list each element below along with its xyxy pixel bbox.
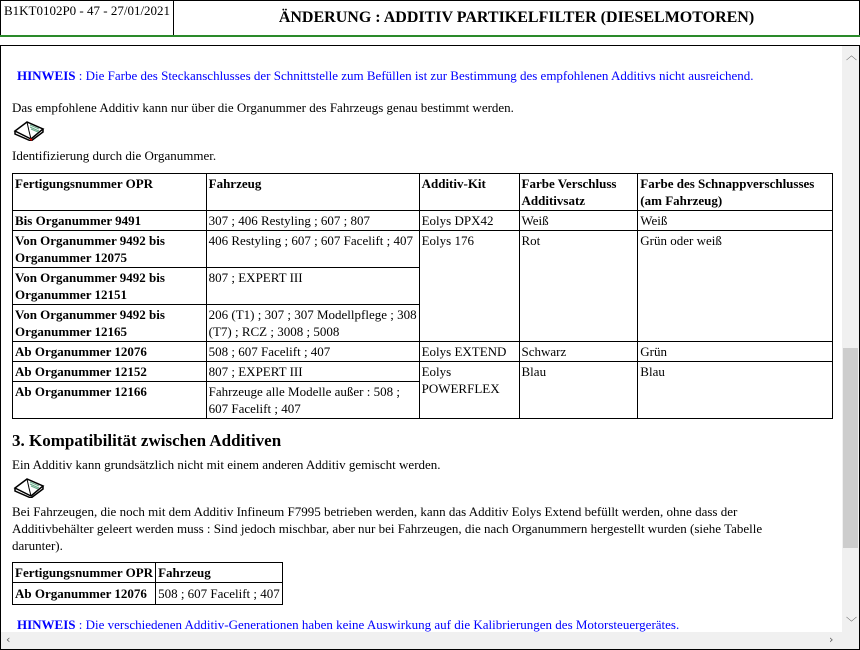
document-header xyxy=(0,0,860,36)
paragraph: Das empfohlene Additiv kann nur über die Organummer des Fahrzeugs genau bestimmt werden. xyxy=(12,100,514,115)
cell-clip-color: Grün xyxy=(638,342,833,362)
document-body xyxy=(1,46,842,632)
cell-vehicle: 206 (T1) ; 307 ; 307 Modellpflege ; 308 (T7) ; RCZ ; 3008 ; 5008 xyxy=(206,305,419,342)
open-book-icon xyxy=(13,119,45,141)
cell-vehicle: 307 ; 406 Restyling ; 607 ; 807 xyxy=(206,211,419,231)
table-row xyxy=(13,342,833,362)
cell-vehicle: 807 ; EXPERT III xyxy=(206,268,419,305)
column-header: Fahrzeug xyxy=(206,174,419,211)
vertical-scroll-thumb[interactable] xyxy=(843,348,858,548)
paragraph: Ein Additiv kann grundsätzlich nicht mit einem anderen Additiv gemischt werden. xyxy=(12,457,441,472)
cell-vehicle: Fahrzeuge alle Modelle außer : 508 ; 607 Facelift ; 407 xyxy=(206,382,419,419)
horizontal-scrollbar[interactable] xyxy=(1,632,859,649)
cell-opr: Ab Organummer 12152 xyxy=(13,362,207,382)
column-header: Farbe des Schnappverschlusses (am Fahrzeug) xyxy=(638,174,833,211)
scroll-right-icon[interactable]: › xyxy=(829,633,834,646)
content-frame xyxy=(0,45,860,650)
note-label: HINWEIS xyxy=(17,617,76,632)
cell-clip-color: Grün oder weiß xyxy=(638,231,833,342)
cell-vehicle: 807 ; EXPERT III xyxy=(206,362,419,382)
cell-opr: Ab Organummer 12076 xyxy=(13,342,207,362)
note-text: : Die verschiedenen Additiv-Generationen haben keine Auswirkung auf die Kalibrierungen des Motorsteuergerätes. xyxy=(75,617,680,632)
column-header: Fertigungsnummer OPR xyxy=(13,563,156,583)
additive-table xyxy=(12,173,833,419)
cell-opr: Von Organummer 9492 bis Organummer 12151 xyxy=(13,268,207,305)
table-header-row xyxy=(13,563,283,583)
paragraph: Identifizierung durch die Organummer. xyxy=(12,148,217,163)
note-hinweis-1 xyxy=(17,68,754,84)
paragraph: Bei Fahrzeugen, die noch mit dem Additiv Infineum F7995 betrieben werden, kann das Additiv Eolys Extend befüllt werden, ohne dass der Additivbehälter geleert werden muss : Sind jedoch mischbar, aber nur bei Fahrzeugen, die nach Organummern hergestellt wurden (siehe Tabelle darunter). xyxy=(12,504,763,553)
column-header: Fertigungsnummer OPR xyxy=(13,174,207,211)
column-header: Farbe Verschluss Additivsatz xyxy=(519,174,638,211)
header-divider xyxy=(0,35,860,37)
cell-opr: Ab Organummer 12076 xyxy=(13,583,156,605)
scroll-left-icon[interactable]: ‹ xyxy=(6,633,11,646)
compatibility-table xyxy=(12,562,283,605)
scroll-down-icon[interactable]: ﹀ xyxy=(846,616,857,629)
cell-vehicle: 406 Restyling ; 607 ; 607 Facelift ; 407 xyxy=(206,231,419,268)
cell-cap-color: Weiß xyxy=(519,211,638,231)
column-header: Fahrzeug xyxy=(156,563,283,583)
cell-opr: Bis Organummer 9491 xyxy=(13,211,207,231)
document-title: ÄNDERUNG : ADDITIV PARTIKELFILTER (DIESELMOTOREN) xyxy=(278,9,755,26)
cell-opr: Von Organummer 9492 bis Organummer 12165 xyxy=(13,305,207,342)
cell-opr: Ab Organummer 12166 xyxy=(13,382,207,419)
cell-cap-color: Blau xyxy=(519,362,638,419)
cell-vehicle: 508 ; 607 Facelift ; 407 xyxy=(156,583,283,605)
cell-kit: Eolys POWERFLEX xyxy=(419,362,519,419)
cell-cap-color: Schwarz xyxy=(519,342,638,362)
cell-kit: Eolys DPX42 xyxy=(419,211,519,231)
scroll-up-icon[interactable]: ︿ xyxy=(846,49,857,62)
cell-clip-color: Weiß xyxy=(638,211,833,231)
cell-clip-color: Blau xyxy=(638,362,833,419)
note-hinweis-2 xyxy=(17,617,679,632)
note-label: HINWEIS xyxy=(17,68,76,83)
cell-kit: Eolys 176 xyxy=(419,231,519,342)
table-row xyxy=(13,583,283,605)
cell-vehicle: 508 ; 607 Facelift ; 407 xyxy=(206,342,419,362)
document-reference: B1KT0102P0 - 47 - 27/01/2021 xyxy=(1,1,174,35)
vertical-scrollbar[interactable] xyxy=(842,46,859,632)
table-header-row xyxy=(13,174,833,211)
cell-kit: Eolys EXTEND xyxy=(419,342,519,362)
column-header: Additiv-Kit xyxy=(419,174,519,211)
cell-cap-color: Rot xyxy=(519,231,638,342)
table-row xyxy=(13,362,833,382)
table-row xyxy=(13,231,833,268)
table-row xyxy=(13,211,833,231)
cell-opr: Von Organummer 9492 bis Organummer 12075 xyxy=(13,231,207,268)
section-heading: 3. Kompatibilität zwischen Additiven xyxy=(12,431,282,450)
open-book-icon xyxy=(13,476,45,498)
note-text: : Die Farbe des Steckanschlusses der Schnittstelle zum Befüllen ist zur Bestimmung des empfohlenen Additivs nicht ausreichend. xyxy=(75,68,754,83)
